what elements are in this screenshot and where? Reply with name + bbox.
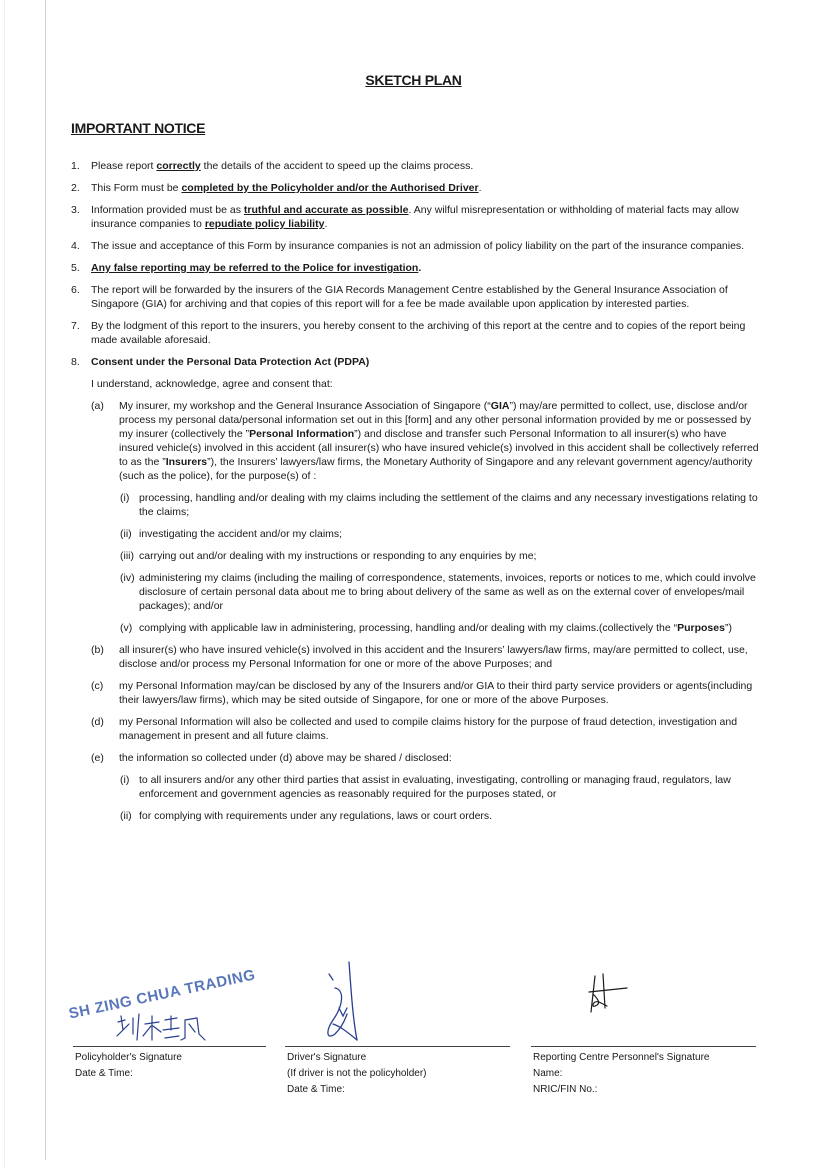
signature-label: Driver's Signature <box>287 1052 367 1063</box>
centre-handwritten-signature <box>531 960 756 1046</box>
item-emphasis: truthful and accurate as possible <box>243 204 409 216</box>
item-text: the details of the accident to speed up the claims process. <box>200 160 474 172</box>
signature-line <box>73 1046 266 1047</box>
purpose-iv <box>71 571 761 613</box>
clause-text: complying with applicable law in administering, processing, handling and/or dealing with my claims.(collectively the “ <box>139 622 678 634</box>
item-number: 6. <box>71 284 80 296</box>
policyholder-signature-block <box>67 960 266 1100</box>
item-text: . <box>478 182 482 194</box>
item-number: 7. <box>71 320 80 332</box>
pdpa-intro: I understand, acknowledge, agree and consent that: <box>91 378 333 390</box>
item-text: . Any wilful misrepresentation or withholding of material facts may allow insurance companies to <box>91 204 739 230</box>
clause-text: administering my claims (including the mailing of correspondence, statements, invoices, reports or notices to me, which could involve disclosure of certain personal data about me to bring about delivery of the same as well as on the external cover of envelopes/mail packages); and/or <box>139 572 756 612</box>
clause-label: (iii) <box>120 550 134 562</box>
notice-item-5 <box>71 261 761 275</box>
notice-item-7 <box>71 319 761 347</box>
company-stamp: SH ZING CHUA TRADING <box>67 966 257 1023</box>
consent-b <box>71 643 761 671</box>
nric-label: NRIC/FIN No.: <box>533 1084 598 1095</box>
item-text: Please report <box>91 160 157 172</box>
clause-emphasis: GIA <box>490 400 510 412</box>
clause-text: My insurer, my workshop and the General Insurance Association of Singapore (“ <box>119 400 491 412</box>
clause-text: processing, handling and/or dealing with my claims including the settlement of the claims and any necessary investigations relating to the claims; <box>139 492 758 518</box>
item-number: 1. <box>71 160 80 172</box>
clause-label: (i) <box>120 492 130 504</box>
signature-label: Reporting Centre Personnel's Signature <box>533 1052 710 1063</box>
clause-text: all insurer(s) who have insured vehicle(s) involved in this accident and the Insurers’ lawyers/law firms, may/are permitted to collect, use, disclose and/or process my Personal Information for one or more of the above Purposes; and <box>119 644 748 670</box>
item-number: 2. <box>71 182 80 194</box>
name-label: Name: <box>533 1068 563 1079</box>
date-time-label: Date & Time: <box>287 1084 345 1095</box>
item-text: . <box>324 218 328 230</box>
purpose-i <box>71 491 761 519</box>
item-number: 5. <box>71 262 80 274</box>
consent-c <box>71 679 761 707</box>
notice-item-1 <box>71 159 761 173</box>
centre-signature-block <box>531 960 756 1100</box>
clause-text: to all insurers and/or any other third parties that assist in evaluating, investigating, controlling or managing fraud, regulators, law enforcement and government agencies as reasonably required for the purposes stated, or <box>139 774 731 800</box>
driver-handwritten-signature <box>285 960 510 1046</box>
consent-e <box>71 751 761 765</box>
clause-text: the information so collected under (d) above may be shared / disclosed: <box>119 752 452 764</box>
clause-label: (e) <box>91 752 104 764</box>
notice-heading: IMPORTANT NOTICE <box>71 120 206 136</box>
clause-emphasis: Purposes <box>677 622 725 634</box>
item-text: Information provided must be as <box>91 204 244 216</box>
clause-text: ”), the Insurers’ lawyers/law firms, the Monetary Authority of Singapore and any relevant government agency/authority (such as the police), for the purpose(s) of : <box>119 456 753 482</box>
clause-label: (ii) <box>120 810 132 822</box>
item-number: 8. <box>71 356 80 368</box>
driver-note: (If driver is not the policyholder) <box>287 1068 427 1079</box>
notice-item-4 <box>71 239 761 253</box>
clause-text: carrying out and/or dealing with my instructions or responding to any enquiries by me; <box>139 550 537 562</box>
item-number: 4. <box>71 240 80 252</box>
notice-list <box>71 159 761 831</box>
item-emphasis: repudiate policy liability <box>204 218 325 230</box>
purpose-iii <box>71 549 761 563</box>
notice-item-8 <box>71 355 761 369</box>
clause-text: my Personal Information will also be collected and used to compile claims history for the purpose of fraud detection, investigation and management in present and all future claims. <box>119 716 738 742</box>
signature-line <box>285 1046 510 1047</box>
clause-text: ”) and disclose and transfer such Personal Information to all insurer(s) who have insured vehicle(s) involved in this accident (all insurer(s) who have insured vehicle(s) involved in this accident shall be collectively referred to as the ” <box>119 428 759 468</box>
clause-label: (b) <box>91 644 104 656</box>
consent-d <box>71 715 761 743</box>
clause-text: ”) may/are permitted to collect, use, disclose and/or process my personal data/personal information set out in this [form] and any other personal information provided by me or possessed by my insurer (collectively the ” <box>119 400 752 440</box>
item-emphasis: correctly <box>156 160 201 172</box>
clause-label: (i) <box>120 774 130 786</box>
clause-label: (d) <box>91 716 104 728</box>
notice-item-2 <box>71 181 761 195</box>
clause-text: ”) <box>724 622 732 634</box>
item-number: 3. <box>71 204 80 216</box>
signature-line <box>531 1046 756 1047</box>
policyholder-handwritten-signature <box>73 960 266 1046</box>
policyholder-signature-label <box>75 1050 182 1082</box>
consent-a <box>71 399 761 483</box>
item-text: By the lodgment of this report to the insurers, you hereby consent to the archiving of this report at the centre and to copies of the report being made available aforesaid. <box>91 320 746 346</box>
item-text: The report will be forwarded by the insurers of the GIA Records Management Centre established by the General Insurance Association of Singapore (GIA) for archiving and that copies of this report will for a fee be made available upon application by interested parties. <box>91 284 728 310</box>
date-time-label: Date & Time: <box>75 1068 133 1079</box>
notice-item-6 <box>71 283 761 311</box>
disclosure-ii <box>71 809 761 823</box>
item-text: This Form must be <box>91 182 182 194</box>
disclosure-i <box>71 773 761 801</box>
document-title: SKETCH PLAN <box>365 72 462 88</box>
clause-label: (a) <box>91 400 104 412</box>
clause-text: my Personal Information may/can be disclosed by any of the Insurers and/or GIA to their third party service providers or agents(including their lawyers/law firms), which may be sited outside of Singapore, for one or more of the above Purposes. <box>119 680 753 706</box>
clause-emphasis: Insurers <box>165 456 208 468</box>
clause-label: (v) <box>120 622 133 634</box>
notice-item-3 <box>71 203 761 231</box>
clause-label: (c) <box>91 680 104 692</box>
driver-signature-label <box>287 1050 427 1098</box>
signature-section <box>0 960 827 1100</box>
clause-label: (iv) <box>120 572 135 584</box>
item-emphasis: Any false reporting may be referred to the Police for investigation <box>91 262 419 274</box>
item-text: The issue and acceptance of this Form by insurance companies is not an admission of policy liability on the part of the insurance companies. <box>91 240 745 252</box>
item-text: . <box>418 262 422 274</box>
signature-label: Policyholder's Signature <box>75 1052 182 1063</box>
purpose-v <box>71 621 761 635</box>
clause-label: (ii) <box>120 528 132 540</box>
item-emphasis: completed by the Policyholder and/or the Authorised Driver <box>181 182 479 194</box>
clause-text: investigating the accident and/or my claims; <box>139 528 343 540</box>
centre-signature-label <box>533 1050 709 1098</box>
clause-emphasis: Personal Information <box>249 428 355 440</box>
pdpa-heading: Consent under the Personal Data Protection Act (PDPA) <box>91 356 370 368</box>
purpose-ii <box>71 527 761 541</box>
driver-signature-block <box>285 960 510 1100</box>
clause-text: for complying with requirements under any regulations, laws or court orders. <box>139 810 493 822</box>
